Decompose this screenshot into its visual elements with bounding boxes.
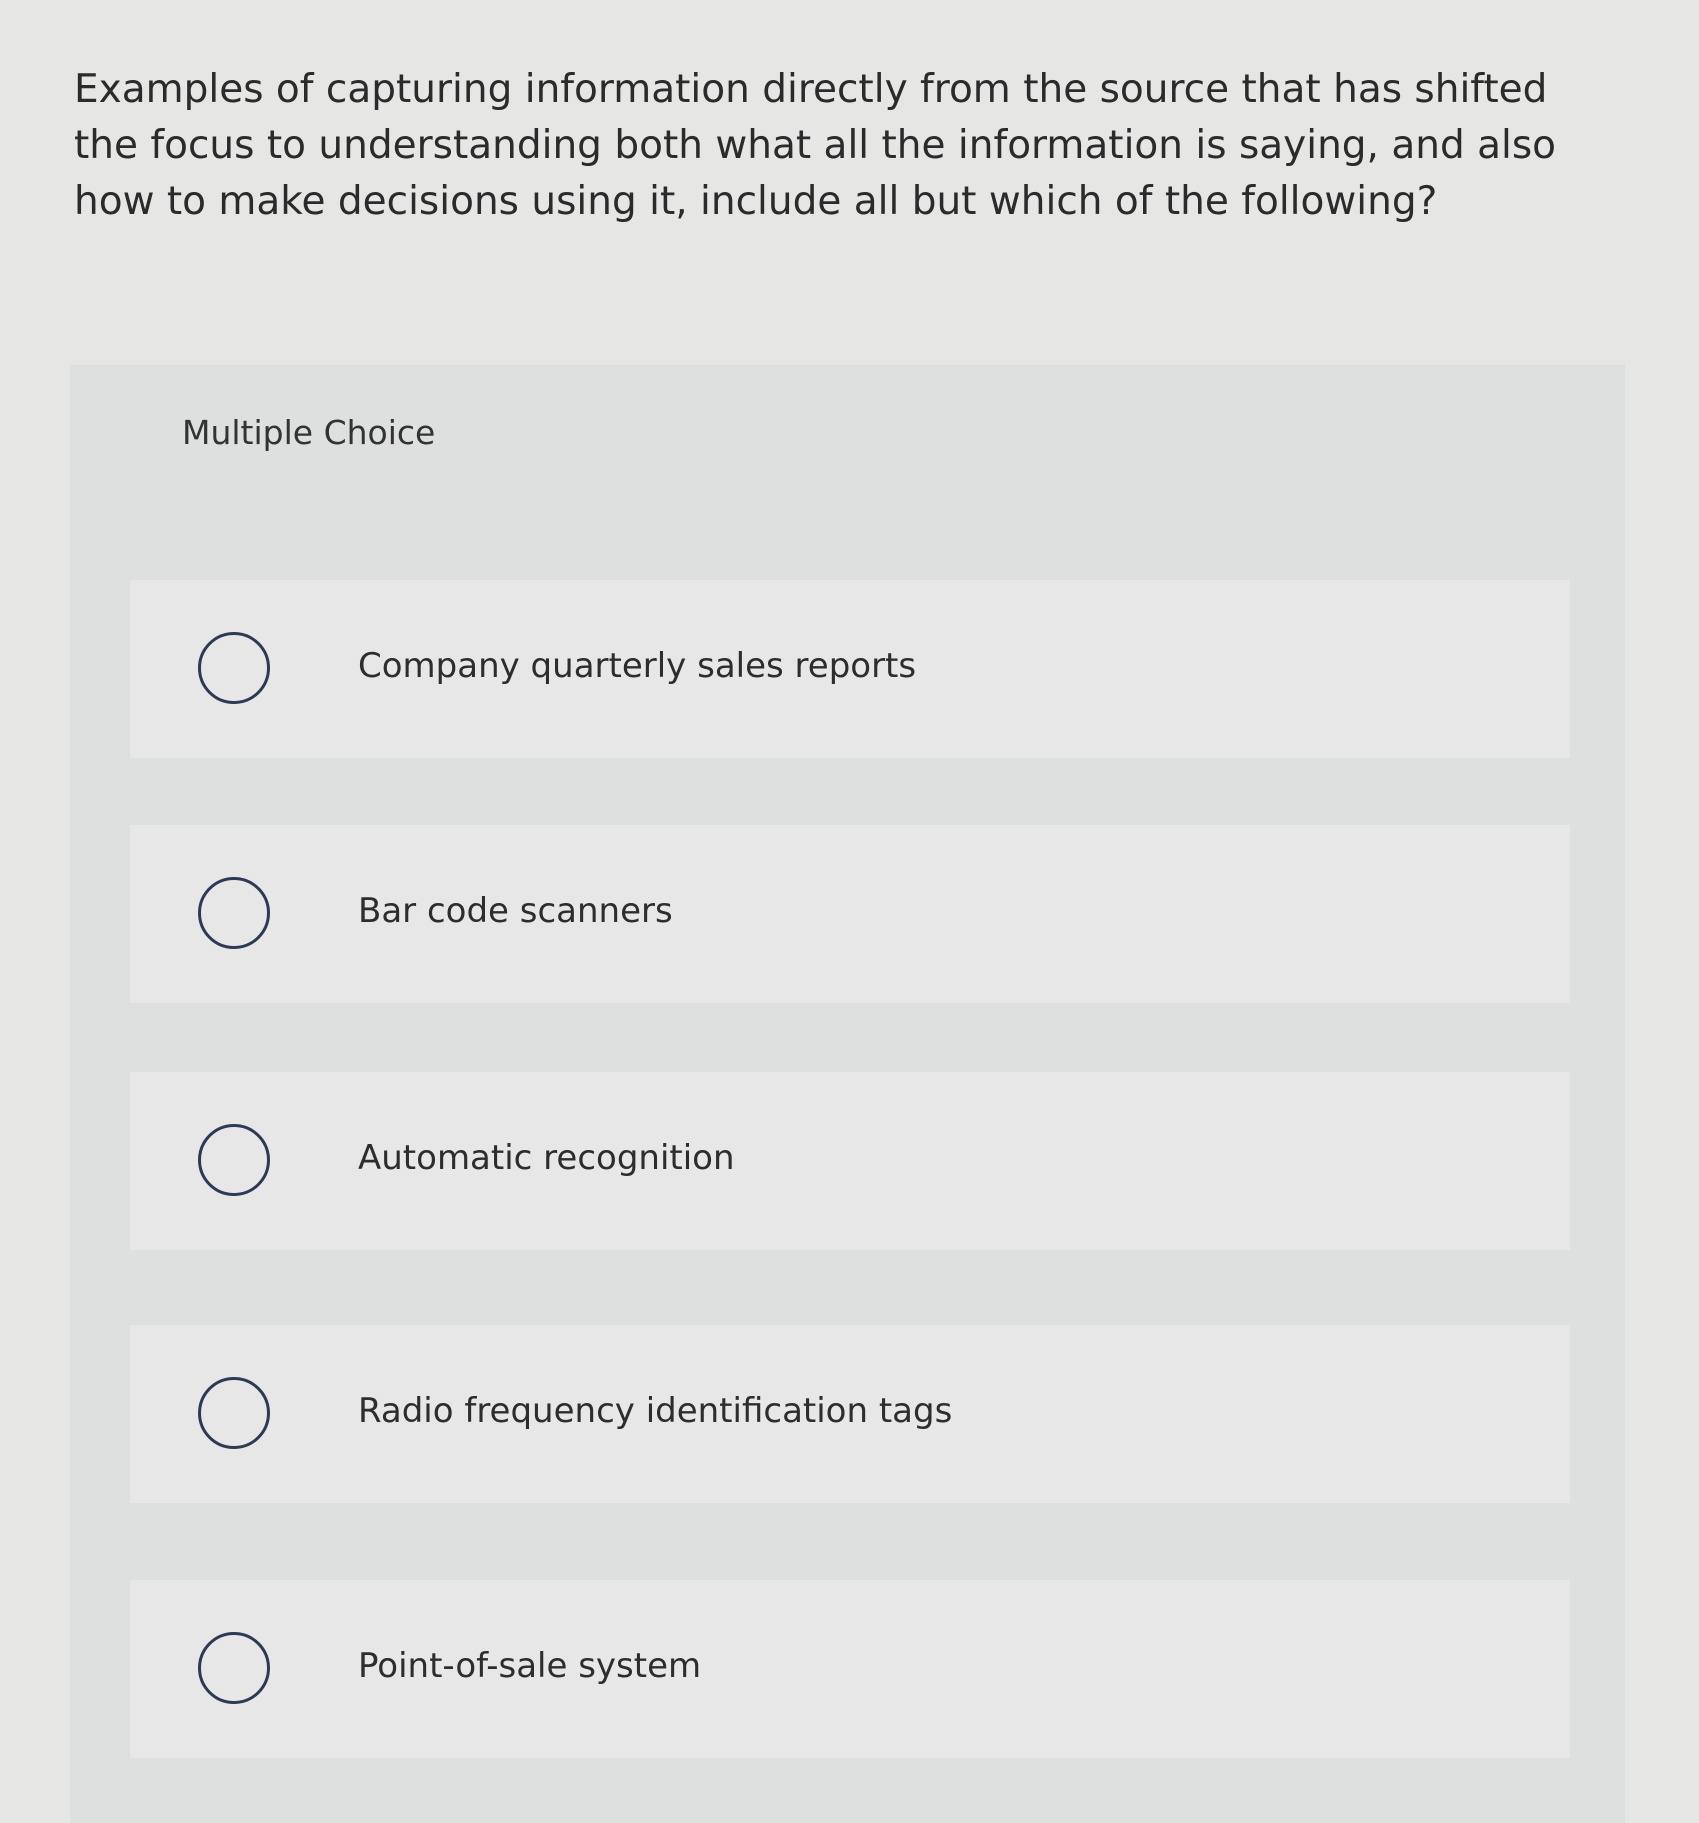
option-label: Radio frequency identification tags <box>358 1391 953 1431</box>
option-point-of-sale-system[interactable] <box>130 1580 1570 1758</box>
option-radio-frequency-identification-tags[interactable] <box>130 1325 1570 1503</box>
radio-circle-icon[interactable] <box>198 1124 270 1196</box>
option-label: Company quarterly sales reports <box>358 646 917 686</box>
radio-circle-icon[interactable] <box>198 632 270 704</box>
radio-circle-icon[interactable] <box>198 1377 270 1449</box>
multiple-choice-header: Multiple Choice <box>182 413 436 452</box>
multiple-choice-panel <box>70 365 1625 1823</box>
question-text: Examples of capturing information directly from the source that has shifted the focus to understanding both what all the information is saying, and also how to make decisions using it, include all but which of the following? <box>74 67 1557 224</box>
option-label: Automatic recognition <box>358 1138 735 1178</box>
option-label: Point-of-sale system <box>358 1646 702 1686</box>
option-bar-code-scanners[interactable] <box>130 825 1570 1003</box>
radio-circle-icon[interactable] <box>198 1632 270 1704</box>
option-automatic-recognition[interactable] <box>130 1072 1570 1250</box>
option-label: Bar code scanners <box>358 891 673 931</box>
radio-circle-icon[interactable] <box>198 877 270 949</box>
option-company-quarterly-sales-reports[interactable] <box>130 580 1570 758</box>
